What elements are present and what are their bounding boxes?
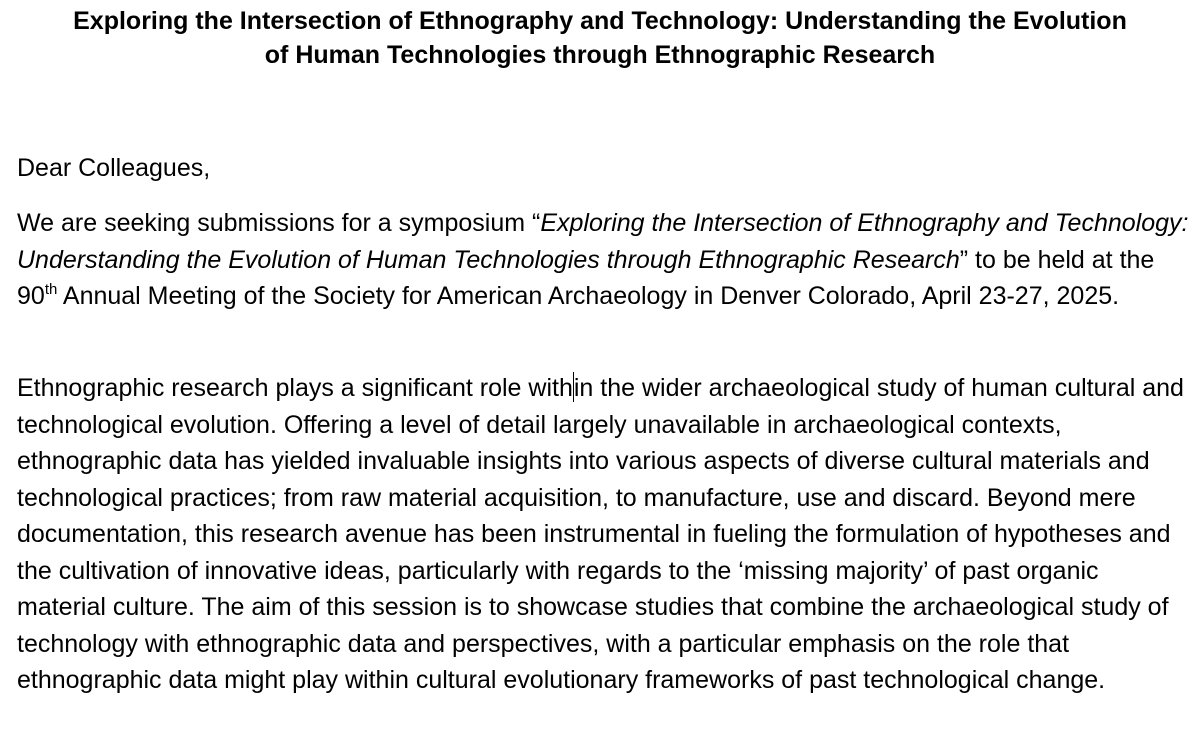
para1-after-title: ” to be held at the 90	[17, 245, 1155, 310]
para2-before-cursor: Ethnographic research plays a significant role with	[17, 374, 573, 402]
document-title	[0, 4, 1200, 72]
title-line-2: of Human Technologies through Ethnographic Research	[264, 41, 936, 69]
para1-intro: We are seeking submissions for a symposium “	[17, 209, 541, 237]
symposium-title: Exploring the Intersection of Ethnography and Technology: Understanding the Evolution of Human Technologies through Ethnographic Research	[17, 209, 1189, 274]
greeting[interactable]: Dear Colleagues,	[17, 154, 211, 182]
paragraph-call-for-submissions[interactable]	[17, 205, 1192, 315]
title-line-1: Exploring the Intersection of Ethnography and Technology: Understanding the Evolution	[73, 7, 1127, 35]
para1-rest: Annual Meeting of the Society for American Archaeology in Denver Colorado, April 23-27, 2025.	[57, 282, 1120, 310]
paragraph-session-description[interactable]	[17, 370, 1192, 699]
ordinal-suffix: th	[44, 281, 58, 298]
para2-after-cursor: in the wider archaeological study of human cultural and technological evolution. Offering a level of detail largely unavailable in archaeological contexts, ethnographic data has yielded invaluable insights into various aspects of diverse cultural materials and technological practices; from raw material acquisition, to manufacture, use and discard. Beyond mere documentation, this research avenue has been instrumental in fueling the formulation of hypotheses and the cultivation of innovative ideas, particularly with regards to the ‘missing majority’ of past organic material culture. The aim of this session is to showcase studies that combine the archaeological study of technology with ethnographic data and perspectives, with a particular emphasis on the role that ethnographic data might play within cultural evolutionary frameworks of past technological change.	[17, 374, 1184, 694]
